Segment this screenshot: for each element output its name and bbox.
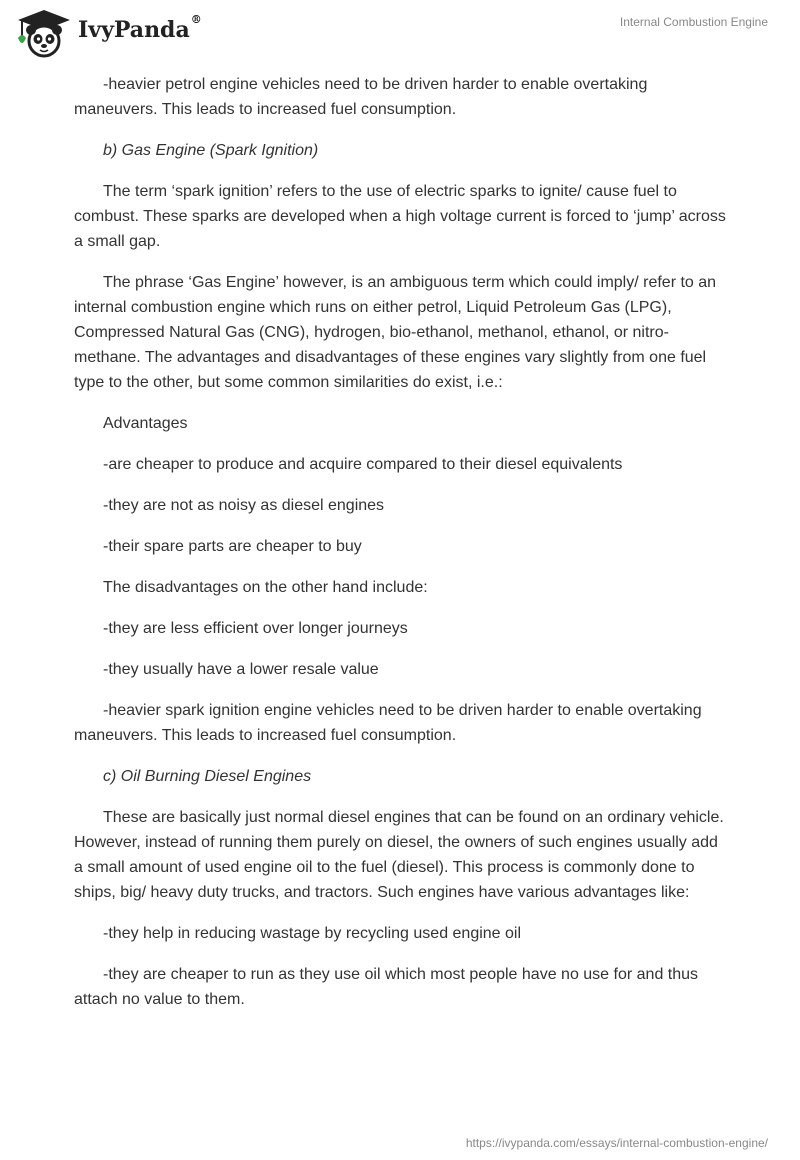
paragraph: These are basically just normal diesel engines that can be found on an ordinary vehicle. However, instead of running them purely on diesel, the owners of such engines usually add a small amount of used engine oil to the fuel (diesel). This process is commonly done to ships, big/ heavy duty trucks, and tractors. Such engines have various advantages like: [74,809,724,901]
section-subheading: c) Oil Burning Diesel Engines [103,768,312,785]
list-item: -they usually have a lower resale value [103,661,379,678]
source-url-link[interactable]: https://ivypanda.com/essays/internal-combustion-engine/ [465,1136,768,1150]
paragraph: -heavier petrol engine vehicles need to be driven harder to enable overtaking maneuvers. This leads to increased fuel consumption. [74,76,648,118]
registered-mark: ® [190,13,202,26]
paragraph: The phrase ‘Gas Engine’ however, is an ambiguous term which could imply/ refer to an internal combustion engine which runs on either petrol, Liquid Petroleum Gas (LPG), Compressed Natural Gas (CNG), hydrogen, bio-ethanol, methanol, ethanol, or nitro-methane. The advantages and disadvantages of these engines vary slightly from one fuel type to the other, but some common similarities do exist, i.e.: [74,274,717,391]
list-item: -they are less efficient over longer journeys [103,620,408,637]
section-subheading: b) Gas Engine (Spark Ignition) [103,142,319,159]
list-item: -heavier spark ignition engine vehicles need to be driven harder to enable overtaking maneuvers. This leads to increased fuel consumption. [74,702,702,744]
paragraph: The disadvantages on the other hand include: [103,579,428,596]
list-item: -they are not as noisy as diesel engines [103,497,385,514]
ivypanda-logo-icon[interactable] [14,8,74,58]
brand-text: IvyPanda [78,17,190,43]
list-item: -are cheaper to produce and acquire compared to their diesel equivalents [103,456,623,473]
essay-body [74,72,726,1028]
page-header [0,0,800,60]
paragraph: The term ‘spark ignition’ refers to the use of electric sparks to ignite/ cause fuel to combust. These sparks are developed when a high voltage current is forced to ‘jump’ across a small gap. [74,183,726,250]
paragraph: Advantages [103,415,188,432]
list-item: -they are cheaper to run as they use oil which most people have no use for and thus attach no value to them. [74,966,699,1008]
list-item: -their spare parts are cheaper to buy [103,538,362,555]
document-title: Internal Combustion Engine [619,15,768,29]
brand-name[interactable] [78,13,202,43]
list-item: -they help in reducing wastage by recycling used engine oil [103,925,522,942]
